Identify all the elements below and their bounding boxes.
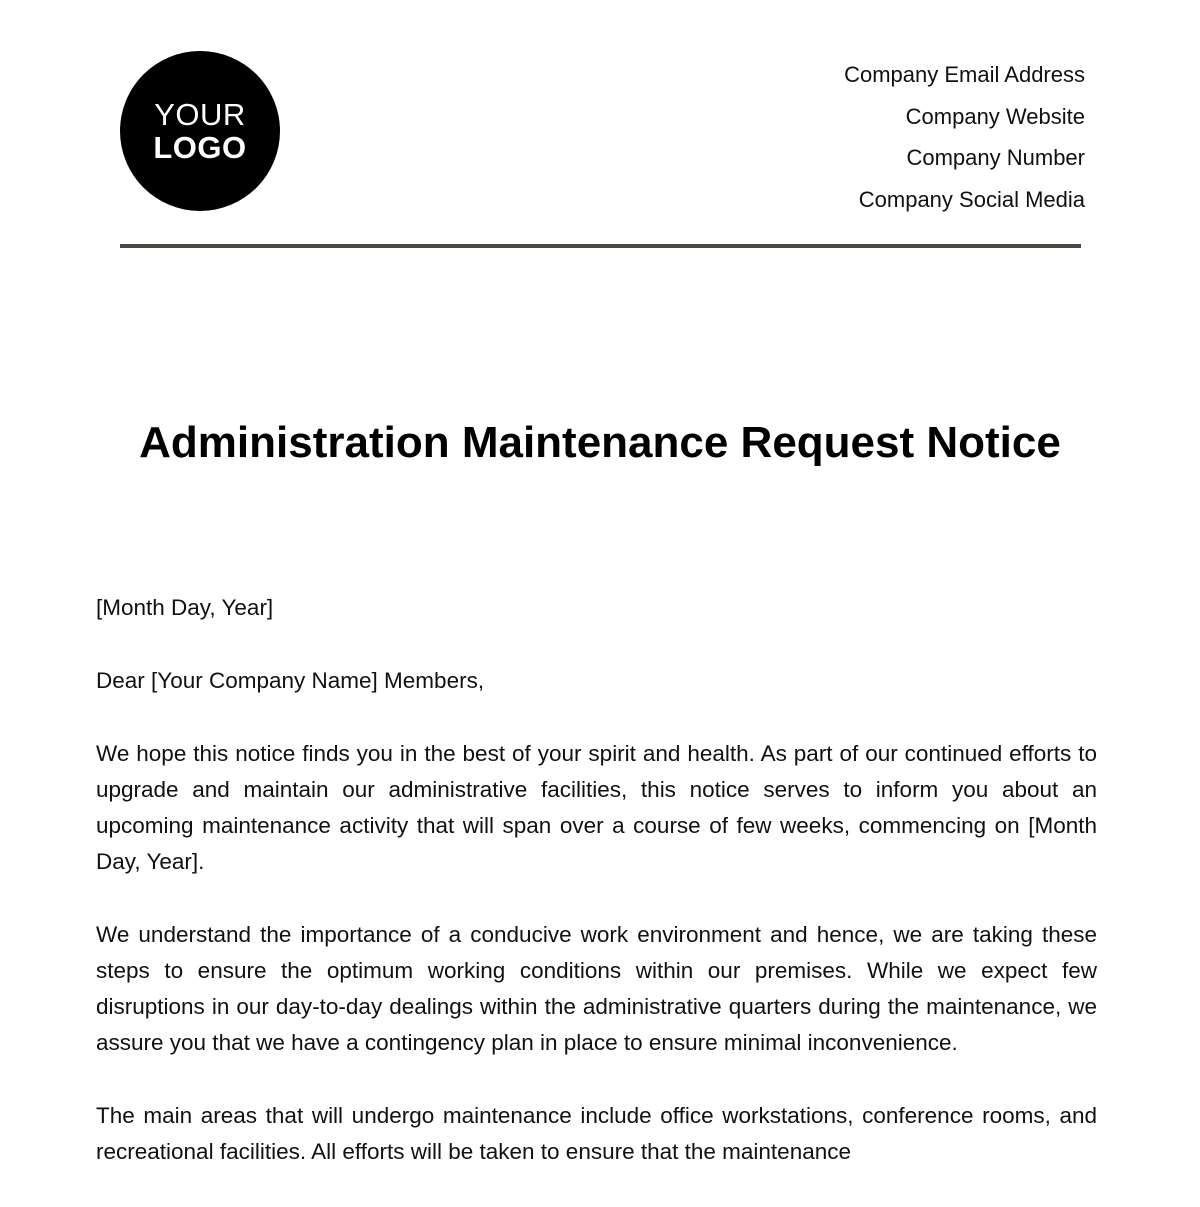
body-paragraph-1: We hope this notice finds you in the best of your spirit and health. As part of our continued efforts to upgrade and maintain our administrative facilities, this notice serves to inform you about an upcoming maintenance activity that will span over a course of few weeks, commencing on [Month Day, Year]. [96, 741, 1097, 874]
company-website: Company Website [905, 103, 1085, 129]
company-logo [120, 51, 280, 211]
body-paragraph-3: The main areas that will undergo maintenance include office workstations, conference rooms, and recreational facilities. All efforts will be taken to ensure that the maintenance [96, 1103, 1097, 1164]
document-body [96, 590, 1097, 1207]
logo-line-your: YOUR [154, 97, 246, 132]
company-contact-block [844, 54, 1085, 220]
document-title: Administration Maintenance Request Notice [139, 418, 1061, 467]
company-email: Company Email Address [844, 62, 1085, 87]
company-social-media: Company Social Media [858, 186, 1085, 212]
logo-line-logo: LOGO [153, 130, 247, 165]
company-number: Company Number [906, 145, 1085, 170]
salutation: Dear [Your Company Name] Members, [96, 668, 485, 693]
document-date: [Month Day, Year] [96, 595, 274, 620]
header-divider [120, 244, 1081, 248]
body-paragraph-2: We understand the importance of a conducive work environment and hence, we are taking these steps to ensure the optimum working conditions within our premises. While we expect few disruptions in our day-to-day dealings within the administrative quarters during the maintenance, we assure you that we have a contingency plan in place to ensure minimal inconvenience. [96, 922, 1097, 1055]
